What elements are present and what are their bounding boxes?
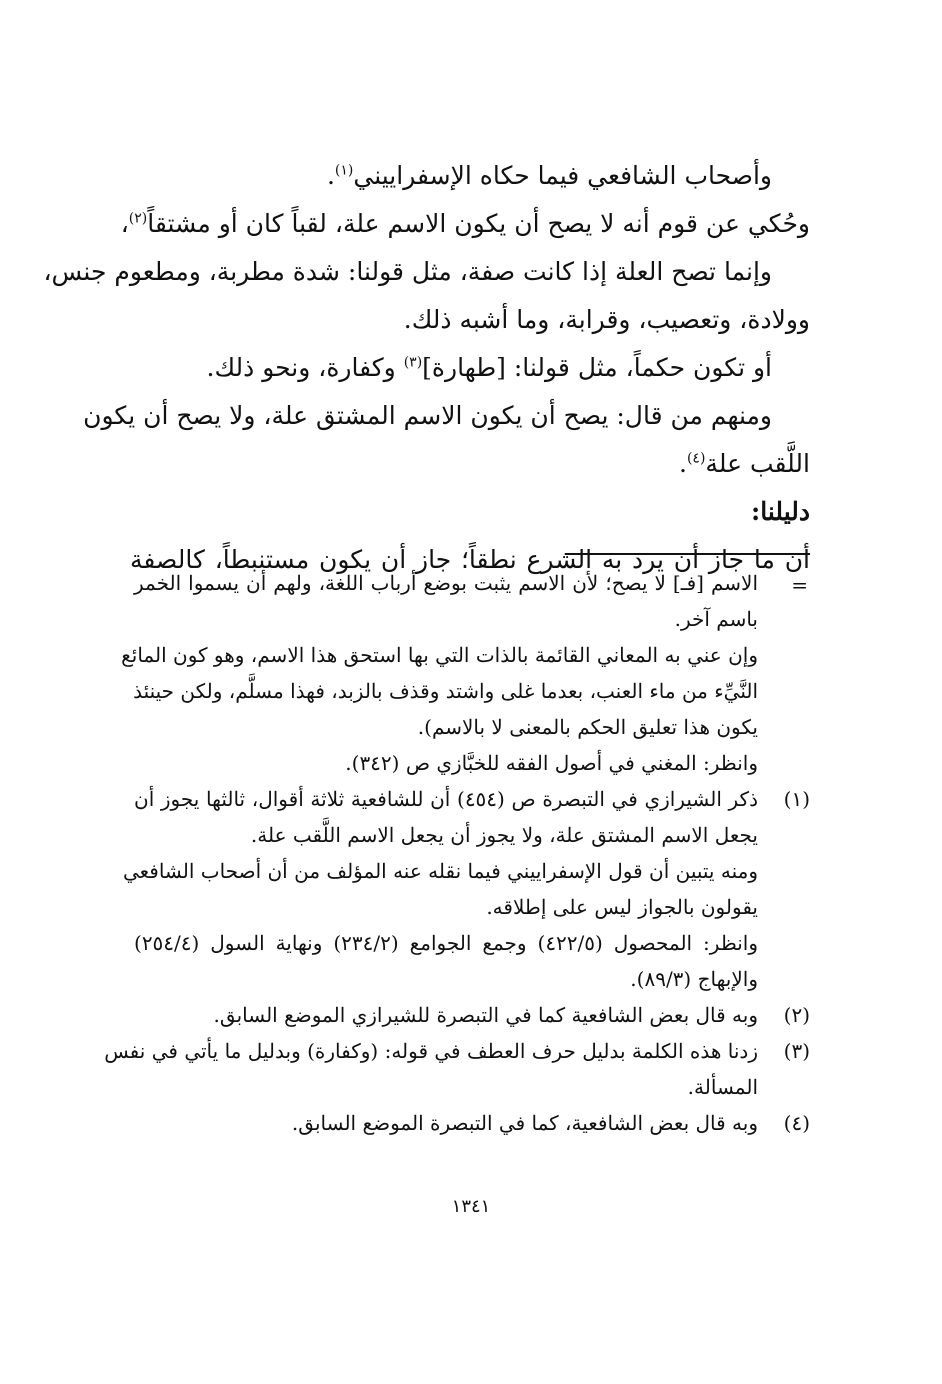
footnotes <box>104 565 810 1141</box>
main-line-2: وحُكي عن قوم أنه لا يصح أن يكون الاسم علة، لقباً كان أو مشتقاً$^{(٢)}$، <box>120 209 810 238</box>
footnote-3 <box>104 1033 810 1105</box>
footnote-number: (٣) <box>783 1039 810 1063</box>
main-text <box>43 152 810 584</box>
footnote-line: المسألة. <box>687 1075 758 1099</box>
main-line-6: ومنهم من قال: يصح أن يكون الاسم المشتق علة، ولا يصح أن يكون <box>83 401 772 430</box>
footnote-number: (١) <box>783 787 810 811</box>
footnote-line: النَّيِّء من ماء العنب، بعدما غلى واشتد وقذف بالزبد، فهذا مسلَّم، ولكن حينئذ <box>133 679 758 703</box>
main-line-5: أو تكون حكماً، مثل قولنا: [طهارة]$^{(٣)}$ وكفارة، ونحو ذلك. <box>206 353 772 382</box>
footnote-continuation <box>121 565 810 781</box>
footnote-line: وبه قال بعض الشافعية كما في التبصرة للشيرازي الموضع السابق. <box>213 1003 758 1027</box>
footnote-number: (٢) <box>783 1003 810 1027</box>
main-line-1: وأصحاب الشافعي فيما حكاه الإسفراييني$^{(١)}$. <box>326 161 772 190</box>
footnote-line: وبه قال بعض الشافعية، كما في التبصرة الموضع السابق. <box>291 1111 758 1135</box>
footnote-line: والإبهاج (٨٩/٣). <box>630 967 758 991</box>
footnote-4 <box>134 1105 810 1141</box>
footnote-line: وإن عني به المعاني القائمة بالذات التي بها استحق هذا الاسم، وهو كون المائع <box>121 643 758 667</box>
footnote-line: وانظر: المغني في أصول الفقه للخبَّازي ص (٣٤٢). <box>345 751 758 775</box>
footnote-2 <box>134 997 810 1033</box>
footnote-line: يكون هذا تعليق الحكم بالمعنى لا بالاسم). <box>417 715 758 739</box>
main-line-3: وإنما تصح العلة إذا كانت صفة، مثل قولنا: شدة مطربة، ومطعوم جنس، <box>43 257 772 286</box>
continuation-mark: = <box>791 573 808 597</box>
footnote-1 <box>122 781 810 997</box>
footnote-line: يقولون بالجواز ليس على إطلاقه. <box>486 895 758 919</box>
main-line-4: وولادة، وتعصيب، وقرابة، وما أشبه ذلك. <box>403 305 810 334</box>
section-heading: دليلنا: <box>751 497 810 526</box>
footnote-line: ذكر الشيرازي في التبصرة ص (٤٥٤) أن للشافعية ثلاثة أقوال، ثالثها يجوز أن <box>134 787 758 811</box>
footnote-line: ومنه يتبين أن قول الإسفراييني فيما نقله عنه المؤلف من أن أصحاب الشافعي <box>122 859 758 883</box>
page-number: ١٣٤١ <box>451 1196 491 1217</box>
main-line-7: اللَّقب علة$^{(٤)}$. <box>679 449 810 478</box>
footnote-number: (٤) <box>783 1111 810 1135</box>
footnote-line: الاسم [فـ] لا يصح؛ لأن الاسم يثبت بوضع أرباب اللغة، ولهم أن يسموا الخمر <box>134 571 758 595</box>
footnote-line: يجعل الاسم المشتق علة، ولا يجوز أن يجعل الاسم اللَّقب علة. <box>250 823 758 847</box>
footnote-separator <box>565 553 810 555</box>
footnote-line: وانظر: المحصول (٤٢٢/٥) وجمع الجوامع (٢٣٤/٢) ونهاية السول (٢٥٤/٤) <box>134 931 758 955</box>
footnote-line: زدنا هذه الكلمة بدليل حرف العطف في قوله: (وكفارة) وبدليل ما يأتي في نفس <box>104 1039 758 1063</box>
main-line-9: أن ما جاز أن يرد به الشرع نطقاً؛ جاز أن يكون مستنبطاً، كالصفة <box>130 545 810 574</box>
footnote-line: باسم آخر. <box>674 607 758 631</box>
